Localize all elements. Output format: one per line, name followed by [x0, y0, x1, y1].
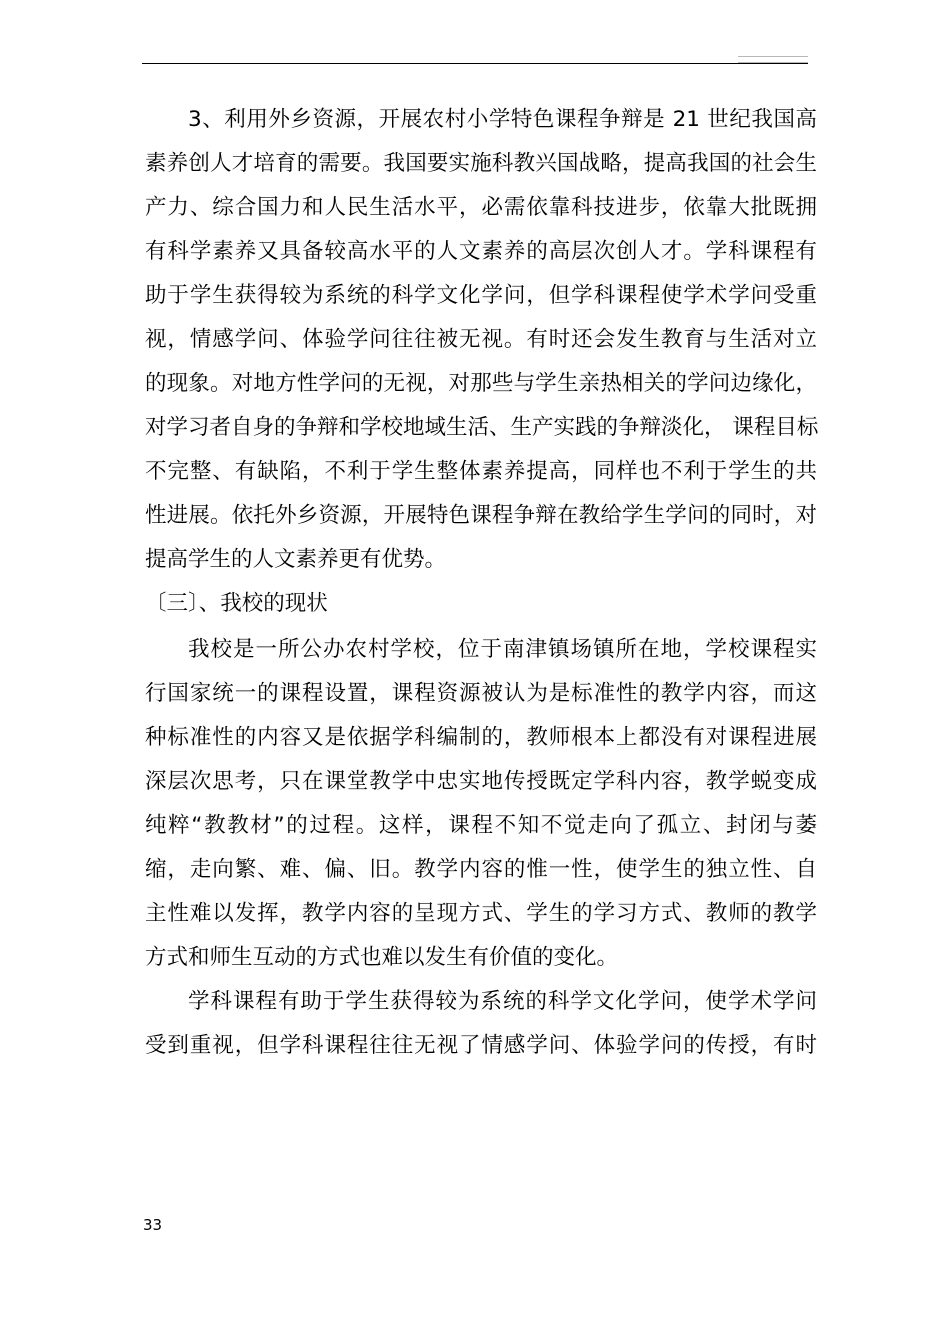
header-rule — [142, 63, 808, 64]
section-heading: 〔三〕、我校的现状 — [145, 591, 328, 616]
text-line: 3、利用外乡资源，开展农村小学特色课程争辩是 21 世纪我国高 — [188, 107, 817, 132]
paragraph-talent-cultivation — [145, 98, 817, 582]
text-line: 的现象。对地方性学问的无视，对那些与学生亲热相关的学问边缘化， — [145, 371, 817, 396]
text-line: 素养创人才培育的需要。我国要实施科教兴国战略，提高我国的社会生 — [145, 151, 817, 176]
text-line: 学科课程有助于学生获得较为系统的科学文化学问，使学术学问 — [188, 989, 817, 1014]
text-line: 缩，走向繁、难、偏、旧。教学内容的惟一性，使学生的独立性、自 — [145, 857, 817, 882]
text-line: 种标准性的内容又是依据学科编制的，教师根本上都没有对课程进展 — [145, 725, 817, 750]
document-body — [145, 98, 817, 1068]
text-line: 对学习者自身的争辩和学校地域生活、生产实践的争辩淡化， 课程目标 — [145, 415, 819, 440]
text-line: 纯粹“教教材”的过程。这样，课程不知不觉走向了孤立、封闭与萎 — [145, 813, 817, 838]
text-line: 有科学素养又具备较高水平的人文素养的高层次创人才。学科课程有 — [145, 239, 817, 264]
text-line: 我校是一所公办农村学校，位于南津镇场镇所在地，学校课程实 — [188, 637, 817, 662]
text-line: 性进展。依托外乡资源，开展特色课程争辩在教给学生学问的同时，对 — [145, 503, 817, 528]
text-line: 产力、综合国力和人民生活水平，必需依靠科技进步，依靠大批既拥 — [145, 195, 817, 220]
page-number: 33 — [143, 1216, 163, 1234]
text-line: 深层次思考，只在课堂教学中忠实地传授既定学科内容，教学蜕变成 — [145, 769, 817, 794]
header-decoration — [738, 56, 808, 63]
text-line: 受到重视，但学科课程往往无视了情感学问、体验学问的传授，有时 — [145, 1033, 817, 1058]
text-line: 不完整、有缺陷，不利于学生整体素养提高，同样也不利于学生的共 — [145, 459, 817, 484]
paragraph-school-status — [145, 628, 817, 980]
text-line: 主性难以发挥，教学内容的呈现方式、学生的学习方式、教师的教学 — [145, 901, 817, 926]
text-line: 行国家统一的课程设置，课程资源被认为是标准性的教学内容，而这 — [145, 681, 817, 706]
text-line: 助于学生获得较为系统的科学文化学问，但学科课程使学术学问受重 — [145, 283, 817, 308]
text-line: 视，情感学问、体验学问往往被无视。有时还会发生教育与生活对立 — [145, 327, 817, 352]
paragraph-subject-curriculum — [145, 980, 817, 1068]
text-line: 提高学生的人文素养更有优势。 — [145, 547, 447, 572]
text-line: 方式和师生互动的方式也难以发生有价值的变化。 — [145, 945, 619, 970]
